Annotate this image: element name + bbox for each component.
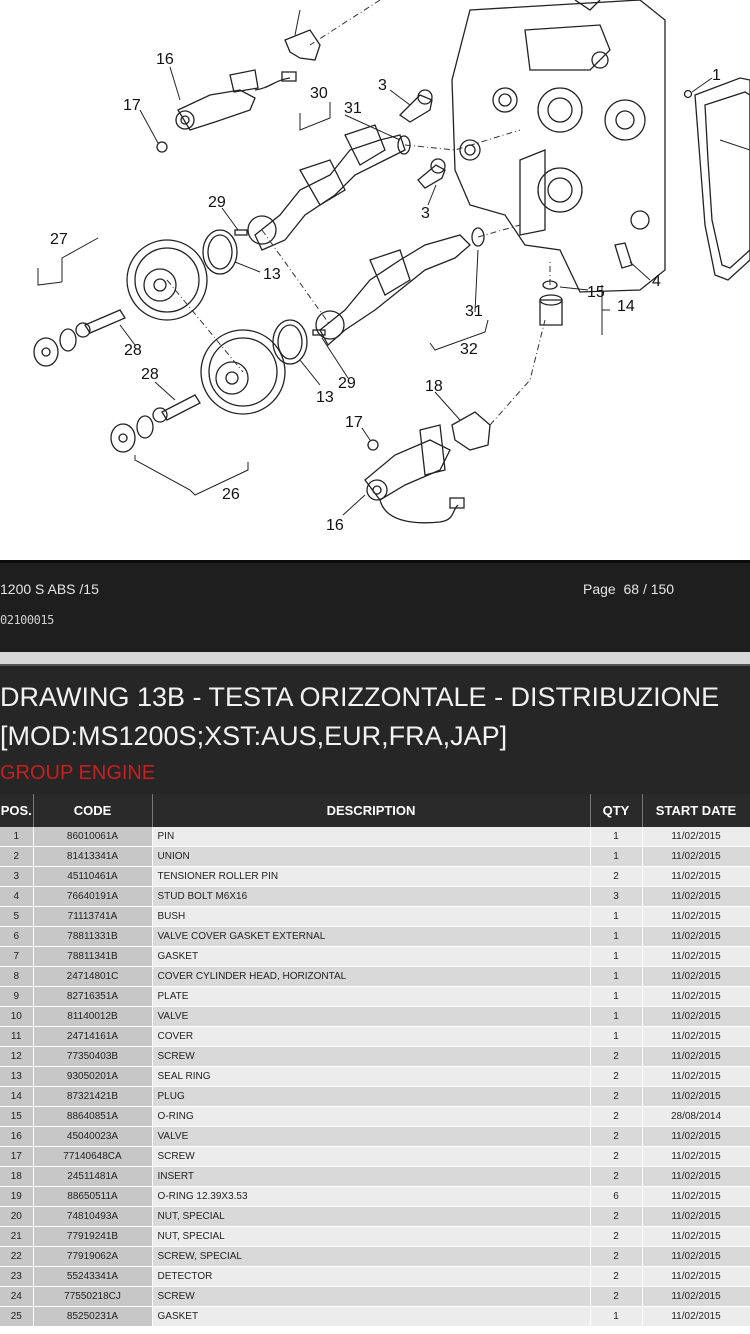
cell-code: 71113741A <box>33 907 152 927</box>
model-label: 1200 S ABS /15 <box>0 581 99 597</box>
cell-code: 77140648CA <box>33 1147 152 1167</box>
cell-start-date: 11/02/2015 <box>642 1287 750 1307</box>
callout-17-upper: 17 <box>123 97 141 114</box>
cell-pos: 24 <box>0 1287 33 1307</box>
cell-description: PLUG <box>152 1087 590 1107</box>
table-row <box>0 847 750 867</box>
table-row <box>0 1207 750 1227</box>
cell-qty: 1 <box>590 987 642 1007</box>
table-row <box>0 1107 750 1127</box>
cell-description: UNION <box>152 847 590 867</box>
cell-code: 76640191A <box>33 887 152 907</box>
drawing-header <box>0 664 750 794</box>
callout-3-lower: 3 <box>421 205 430 222</box>
cell-description: BUSH <box>152 907 590 927</box>
cell-qty: 3 <box>590 887 642 907</box>
table-row <box>0 927 750 947</box>
cell-start-date: 11/02/2015 <box>642 1047 750 1067</box>
table-row <box>0 1027 750 1047</box>
cell-description: VALVE <box>152 1127 590 1147</box>
cell-qty: 2 <box>590 1107 642 1127</box>
cell-description: TENSIONER ROLLER PIN <box>152 867 590 887</box>
cell-description: SCREW, SPECIAL <box>152 1247 590 1267</box>
parts-table <box>0 794 750 1327</box>
table-row <box>0 1087 750 1107</box>
cell-code: 74810493A <box>33 1207 152 1227</box>
cell-code: 86010061A <box>33 827 152 847</box>
table-row <box>0 967 750 987</box>
table-row <box>0 1287 750 1307</box>
cell-start-date: 11/02/2015 <box>642 947 750 967</box>
cell-qty: 2 <box>590 1227 642 1247</box>
table-row <box>0 1147 750 1167</box>
cell-code: 78811341B <box>33 947 152 967</box>
cell-code: 78811331B <box>33 927 152 947</box>
parts-table-container <box>0 794 750 1334</box>
cell-description: PIN <box>152 827 590 847</box>
cell-qty: 2 <box>590 1047 642 1067</box>
cell-description: SCREW <box>152 1047 590 1067</box>
cell-start-date: 11/02/2015 <box>642 1027 750 1047</box>
cell-description: VALVE <box>152 1007 590 1027</box>
page-label: Page <box>583 581 616 597</box>
cell-description: COVER CYLINDER HEAD, HORIZONTAL <box>152 967 590 987</box>
table-row <box>0 947 750 967</box>
cell-qty: 1 <box>590 907 642 927</box>
cell-pos: 17 <box>0 1147 33 1167</box>
table-row <box>0 827 750 847</box>
table-row <box>0 1187 750 1207</box>
cell-code: 55243341A <box>33 1267 152 1287</box>
table-row <box>0 867 750 887</box>
cell-start-date: 11/02/2015 <box>642 1007 750 1027</box>
callout-32: 32 <box>460 341 478 358</box>
cell-start-date: 28/08/2014 <box>642 1107 750 1127</box>
cell-pos: 23 <box>0 1267 33 1287</box>
cell-start-date: 11/02/2015 <box>642 907 750 927</box>
cell-start-date: 11/02/2015 <box>642 1147 750 1167</box>
cell-code: 81140012B <box>33 1007 152 1027</box>
column-header-description: DESCRIPTION <box>152 794 590 827</box>
cell-qty: 2 <box>590 1167 642 1187</box>
cell-start-date: 11/02/2015 <box>642 847 750 867</box>
catalog-code: 02100015 <box>0 613 54 627</box>
callout-14: 14 <box>617 298 635 315</box>
cell-pos: 20 <box>0 1207 33 1227</box>
cell-qty: 2 <box>590 1207 642 1227</box>
cell-code: 81413341A <box>33 847 152 867</box>
cell-description: NUT, SPECIAL <box>152 1207 590 1227</box>
cell-start-date: 11/02/2015 <box>642 867 750 887</box>
cell-start-date: 11/02/2015 <box>642 987 750 1007</box>
table-row <box>0 1127 750 1147</box>
cell-description: INSERT <box>152 1167 590 1187</box>
table-body <box>0 827 750 1327</box>
cell-qty: 1 <box>590 827 642 847</box>
cell-pos: 13 <box>0 1067 33 1087</box>
cell-pos: 5 <box>0 907 33 927</box>
cell-qty: 2 <box>590 867 642 887</box>
cell-pos: 2 <box>0 847 33 867</box>
callout-16-lower: 16 <box>326 517 344 534</box>
page-separator <box>0 652 750 664</box>
cell-description: DETECTOR <box>152 1267 590 1287</box>
callout-13-upper: 13 <box>263 266 281 283</box>
cell-start-date: 11/02/2015 <box>642 1307 750 1327</box>
callout-3-upper: 3 <box>378 77 387 94</box>
cell-start-date: 11/02/2015 <box>642 1187 750 1207</box>
callout-17-lower: 17 <box>345 414 363 431</box>
drawing-model-codes: [MOD:MS1200S;XST:AUS,EUR,FRA,JAP] <box>0 721 508 751</box>
cell-description: SEAL RING <box>152 1067 590 1087</box>
callout-18: 18 <box>425 378 443 395</box>
group-label: GROUP ENGINE <box>0 762 156 784</box>
cell-code: 77919241B <box>33 1227 152 1247</box>
cell-code: 77350403B <box>33 1047 152 1067</box>
cell-code: 24511481A <box>33 1167 152 1187</box>
table-header-row <box>0 794 750 827</box>
cell-description: NUT, SPECIAL <box>152 1227 590 1247</box>
cell-code: 85250231A <box>33 1307 152 1327</box>
table-row <box>0 1067 750 1087</box>
cell-code: 87321421B <box>33 1087 152 1107</box>
callout-29-upper: 29 <box>208 194 226 211</box>
cell-pos: 9 <box>0 987 33 1007</box>
cell-description: GASKET <box>152 1307 590 1327</box>
callout-31-lower: 31 <box>465 303 483 320</box>
cell-pos: 18 <box>0 1167 33 1187</box>
table-row <box>0 987 750 1007</box>
callout-15: 15 <box>587 284 605 301</box>
cell-description: O-RING 12.39X3.53 <box>152 1187 590 1207</box>
callout-26: 26 <box>222 486 240 503</box>
cell-code: 45110461A <box>33 867 152 887</box>
cell-qty: 1 <box>590 947 642 967</box>
cell-qty: 1 <box>590 1027 642 1047</box>
cell-qty: 1 <box>590 1007 642 1027</box>
cell-qty: 2 <box>590 1127 642 1147</box>
cell-code: 24714161A <box>33 1027 152 1047</box>
callout-27: 27 <box>50 231 68 248</box>
table-row <box>0 1047 750 1067</box>
cell-start-date: 11/02/2015 <box>642 887 750 907</box>
column-header-code: CODE <box>33 794 152 827</box>
cell-start-date: 11/02/2015 <box>642 967 750 987</box>
cell-start-date: 11/02/2015 <box>642 1167 750 1187</box>
cell-pos: 7 <box>0 947 33 967</box>
cell-description: SCREW <box>152 1147 590 1167</box>
cell-code: 82716351A <box>33 987 152 1007</box>
column-header-start-date: START DATE <box>642 794 750 827</box>
cell-pos: 10 <box>0 1007 33 1027</box>
cell-pos: 22 <box>0 1247 33 1267</box>
cell-pos: 3 <box>0 867 33 887</box>
callout-4: 4 <box>652 273 661 290</box>
cell-pos: 12 <box>0 1047 33 1067</box>
cell-start-date: 11/02/2015 <box>642 1067 750 1087</box>
table-row <box>0 907 750 927</box>
cell-qty: 1 <box>590 927 642 947</box>
page-indicator <box>583 581 674 597</box>
cell-qty: 2 <box>590 1147 642 1167</box>
callout-31-upper: 31 <box>344 100 362 117</box>
table-row <box>0 1007 750 1027</box>
cell-description: PLATE <box>152 987 590 1007</box>
cell-pos: 25 <box>0 1307 33 1327</box>
cell-description: SCREW <box>152 1287 590 1307</box>
cell-start-date: 11/02/2015 <box>642 1207 750 1227</box>
cell-pos: 6 <box>0 927 33 947</box>
cell-code: 24714801C <box>33 967 152 987</box>
table-row <box>0 887 750 907</box>
cell-description: GASKET <box>152 947 590 967</box>
cell-pos: 14 <box>0 1087 33 1107</box>
cell-description: COVER <box>152 1027 590 1047</box>
cell-description: O-RING <box>152 1107 590 1127</box>
cell-description: VALVE COVER GASKET EXTERNAL <box>152 927 590 947</box>
callout-28-lower: 28 <box>141 366 159 383</box>
cell-qty: 6 <box>590 1187 642 1207</box>
cell-pos: 1 <box>0 827 33 847</box>
cell-pos: 16 <box>0 1127 33 1147</box>
cell-pos: 19 <box>0 1187 33 1207</box>
cell-qty: 2 <box>590 1067 642 1087</box>
page-footer <box>0 560 750 652</box>
cell-qty: 2 <box>590 1267 642 1287</box>
cell-qty: 1 <box>590 847 642 867</box>
exploded-parts-drawing <box>0 0 750 560</box>
cell-pos: 15 <box>0 1107 33 1127</box>
cell-description: STUD BOLT M6X16 <box>152 887 590 907</box>
cell-start-date: 11/02/2015 <box>642 827 750 847</box>
callout-13-lower: 13 <box>316 389 334 406</box>
cell-code: 88650511A <box>33 1187 152 1207</box>
callout-29-lower: 29 <box>338 375 356 392</box>
cell-qty: 1 <box>590 967 642 987</box>
cell-start-date: 11/02/2015 <box>642 1087 750 1107</box>
callout-1: 1 <box>712 67 721 84</box>
side-cover-gasket <box>695 78 750 280</box>
drawing-canvas <box>0 0 750 560</box>
cell-qty: 2 <box>590 1247 642 1267</box>
drawing-title: DRAWING 13B - TESTA ORIZZONTALE - DISTRIBUZIONE <box>0 682 720 712</box>
table-row <box>0 1167 750 1187</box>
cell-start-date: 11/02/2015 <box>642 1127 750 1147</box>
cell-qty: 1 <box>590 1307 642 1327</box>
cell-qty: 2 <box>590 1087 642 1107</box>
cell-start-date: 11/02/2015 <box>642 927 750 947</box>
cell-pos: 4 <box>0 887 33 907</box>
cell-code: 77550218CJ <box>33 1287 152 1307</box>
callout-28-upper: 28 <box>124 342 142 359</box>
column-header-qty: QTY <box>590 794 642 827</box>
cell-pos: 21 <box>0 1227 33 1247</box>
page-number: 68 / 150 <box>623 581 675 597</box>
cell-code: 88640851A <box>33 1107 152 1127</box>
table-row <box>0 1227 750 1247</box>
table-row <box>0 1267 750 1287</box>
table-row <box>0 1307 750 1327</box>
cell-start-date: 11/02/2015 <box>642 1227 750 1247</box>
cell-pos: 8 <box>0 967 33 987</box>
cell-start-date: 11/02/2015 <box>642 1267 750 1287</box>
callout-16-upper: 16 <box>156 51 174 68</box>
cell-start-date: 11/02/2015 <box>642 1247 750 1267</box>
cell-qty: 2 <box>590 1287 642 1307</box>
cell-code: 77919062A <box>33 1247 152 1267</box>
cell-pos: 11 <box>0 1027 33 1047</box>
callout-30: 30 <box>310 85 328 102</box>
cell-code: 45040023A <box>33 1127 152 1147</box>
column-header-pos: POS. <box>0 794 33 827</box>
table-row <box>0 1247 750 1267</box>
cell-code: 93050201A <box>33 1067 152 1087</box>
cylinder-head-outline <box>452 0 665 292</box>
